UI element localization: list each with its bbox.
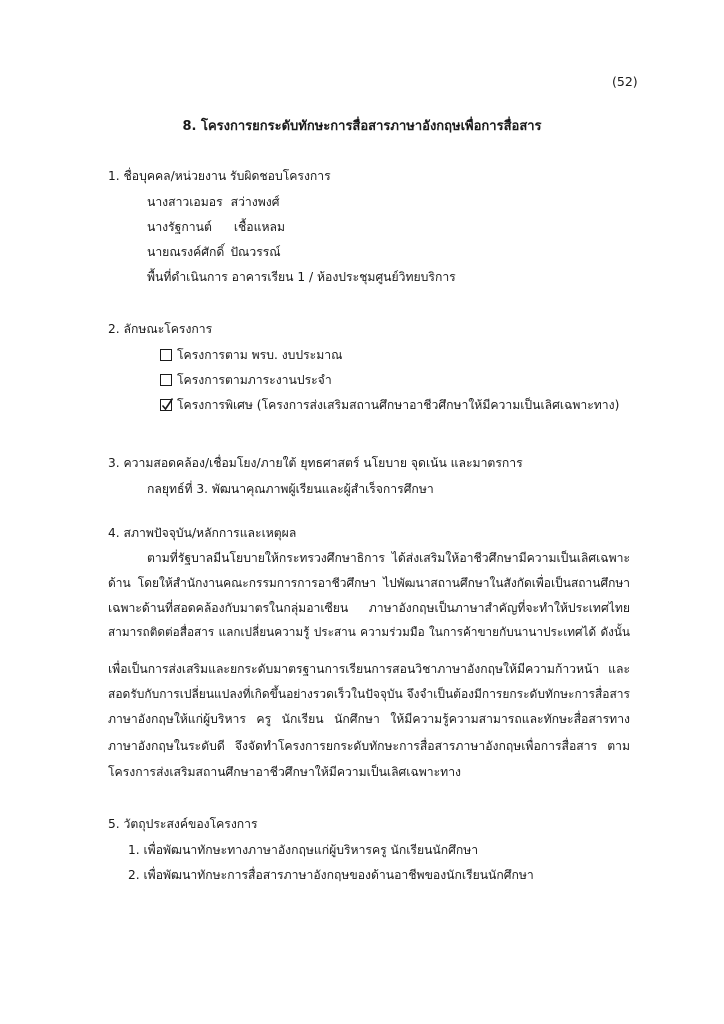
section-2-heading: 2. ลักษณะโครงการ bbox=[108, 322, 213, 336]
person-1-last-name: สว่างพงศ์ bbox=[230, 195, 280, 209]
document-title: 8. โครงการยกระดับทักษะการสื่อสารภาษาอังกฤษเพื่อการสื่อสาร bbox=[182, 119, 542, 134]
page-number: (52) bbox=[612, 74, 638, 89]
section-3-heading: 3. ความสอดคล้อง/เชื่อมโยง/ภายใต้ ยุทธศาสตร์ นโยบาย จุดเน้น และมาตรการ bbox=[108, 456, 523, 470]
section-4-heading: 4. สภาพปัจจุบัน/หลักการและเหตุผล bbox=[108, 526, 297, 540]
responsible-person-1 bbox=[147, 196, 279, 208]
rationale-line-5: เพื่อเป็นการส่งเสริมและยกระดับมาตรฐานการเรียนการสอนวิชาภาษาอังกฤษให้มีความก้าวหน้า และ bbox=[108, 662, 630, 676]
objective-1: 1. เพื่อพัฒนาทักษะทางภาษาอังกฤษแก่ผู้บริหารครู นักเรียนนักศึกษา bbox=[128, 843, 479, 857]
person-3-first-name: นายณรงค์ศักดิ์ bbox=[147, 245, 225, 259]
rationale-line-2: ด้าน โดยให้สำนักงานคณะกรรมการการอาชีวศึกษา ไปพัฒนาสถานศึกษาในสังกัดเพื่อเป็นสถานศึกษา bbox=[108, 576, 630, 590]
rationale-line-3: เฉพาะด้านที่สอดคล้องกับมาตรในกลุ่มอาเซียน ภาษาอังกฤษเป็นภาษาสำคัญที่จะทำให้ประเทศไทย bbox=[108, 601, 630, 615]
responsible-person-3 bbox=[147, 246, 281, 258]
rationale-line-9: โครงการส่งเสริมสถานศึกษาอาชีวศึกษาให้มีความเป็นเลิศเฉพาะทาง bbox=[108, 765, 462, 779]
project-location: พื้นที่ดำเนินการ อาคารเรียน 1 / ห้องประชุมศูนย์วิทยบริการ bbox=[147, 270, 456, 284]
person-3-last-name: ปัณวรรณ์ bbox=[230, 245, 281, 259]
rationale-line-6: สอดรับกับการเปลี่ยนแปลงที่เกิดขึ้นอย่างรวดเร็วในปัจจุบัน จึงจำเป็นต้องมีการยกระดับทักษะการสื่อสาร bbox=[108, 687, 630, 701]
strategy-line: กลยุทธ์ที่ 3. พัฒนาคุณภาพผู้เรียนและผู้สำเร็จการศึกษา bbox=[147, 482, 434, 496]
check-mark-icon bbox=[160, 397, 174, 412]
section-1-heading: 1. ชื่อบุคคล/หน่วยงาน รับผิดชอบโครงการ bbox=[108, 169, 331, 183]
project-type-option-2 bbox=[160, 374, 332, 386]
rationale-line-8: ภาษาอังกฤษในระดับดี จึงจัดทำโครงการยกระดับทักษะการสื่อสารภาษาอังกฤษเพื่อการสื่อสาร ตาม bbox=[108, 739, 630, 753]
project-type-label-3: โครงการพิเศษ (โครงการส่งเสริมสถานศึกษาอาชีวศึกษาให้มีความเป็นเลิศเฉพาะทาง) bbox=[177, 398, 620, 412]
project-type-label-2: โครงการตามภาระงานประจำ bbox=[177, 373, 332, 387]
project-type-label-1: โครงการตาม พรบ. งบประมาณ bbox=[177, 348, 343, 362]
rationale-line-7: ภาษาอังกฤษให้แก่ผู้บริหาร ครู นักเรียน นักศึกษา ให้มีความรู้ความสามารถและทักษะสื่อสารทาง bbox=[108, 712, 630, 726]
rationale-line-1: ตามที่รัฐบาลมีนโยบายให้กระทรวงศึกษาธิการ ได้ส่งเสริมให้อาชีวศึกษามีความเป็นเลิศเฉพาะ bbox=[147, 551, 630, 565]
person-1-first-name: นางสาวเอมอร bbox=[147, 195, 223, 209]
section-5-heading: 5. วัตถุประสงค์ของโครงการ bbox=[108, 817, 258, 831]
checked-box-icon bbox=[160, 399, 172, 411]
rationale-line-4: สามารถติดต่อสื่อสาร แลกเปลี่ยนความรู้ ประสาน ความร่วมมือ ในการค้าขายกับนานาประเทศได้ ดังนั้น bbox=[108, 625, 630, 639]
unchecked-box-icon bbox=[160, 349, 172, 361]
unchecked-box-icon bbox=[160, 374, 172, 386]
responsible-person-2 bbox=[147, 221, 285, 233]
project-type-option-1 bbox=[160, 349, 342, 361]
person-2-last-name: เชื้อแหลม bbox=[233, 220, 286, 234]
person-2-first-name: นางรัฐกานต์ bbox=[147, 220, 212, 234]
project-type-option-3 bbox=[160, 399, 619, 411]
objective-2: 2. เพื่อพัฒนาทักษะการสื่อสารภาษาอังกฤษของด้านอาชีพของนักเรียนนักศึกษา bbox=[128, 868, 534, 882]
